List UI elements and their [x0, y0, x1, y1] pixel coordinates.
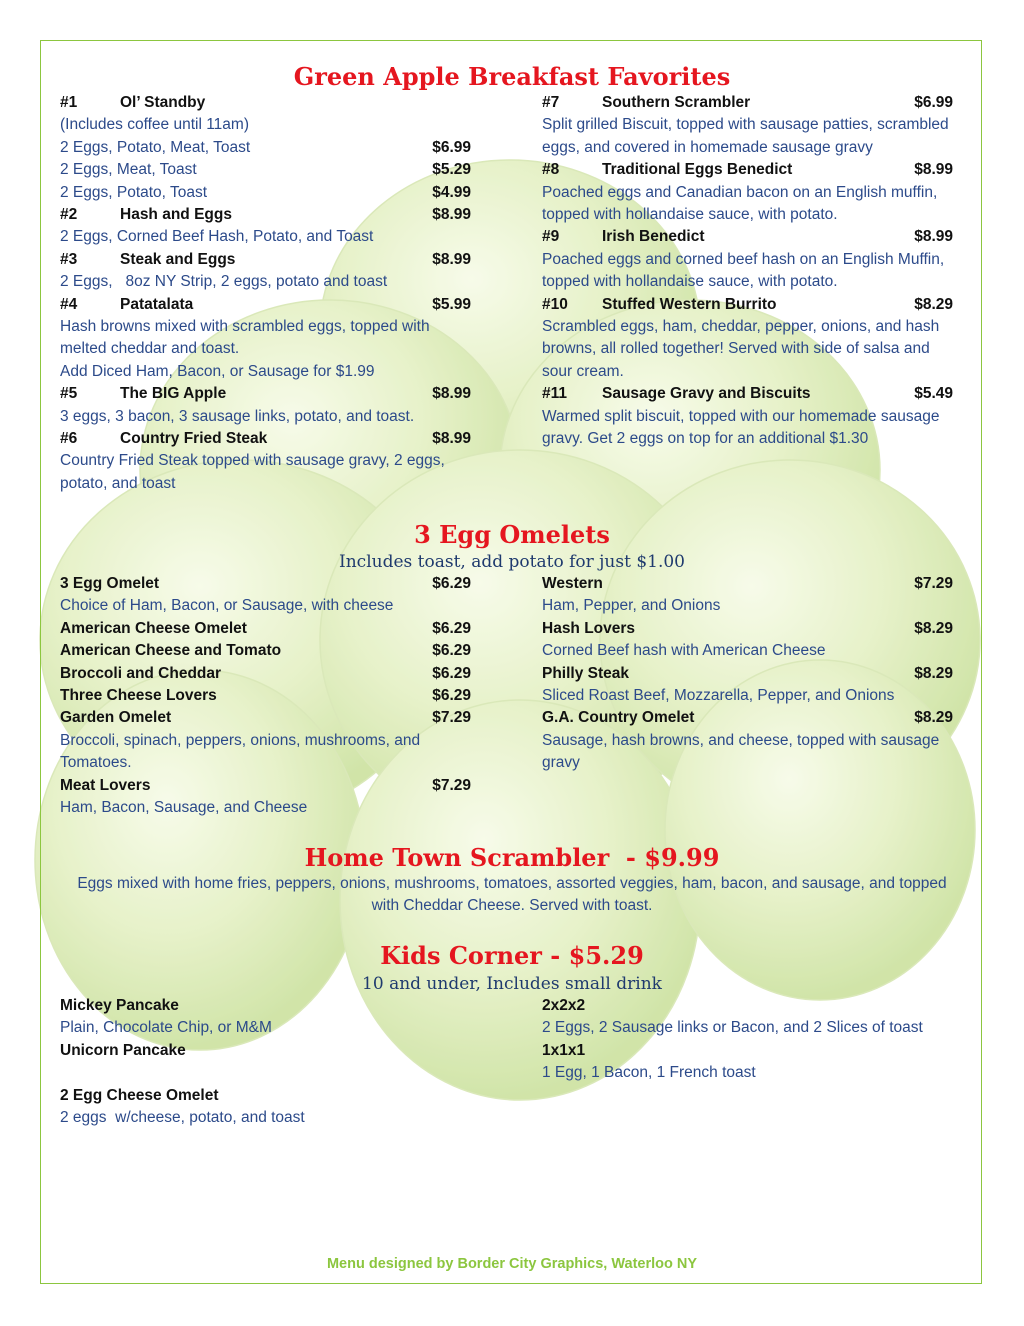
item-name: 3 Egg Omelet: [60, 575, 160, 592]
menu-item-header: [60, 1040, 475, 1062]
item-name: Meat Lovers: [60, 776, 151, 794]
item-description: Corned Beef hash with American Cheese: [542, 642, 826, 660]
item-note: (Includes coffee until 11am): [60, 116, 249, 134]
item-name: Sausage Gravy and Biscuits: [602, 385, 811, 403]
favorites-left-column: [60, 92, 475, 495]
menu-item-header: [60, 1085, 475, 1107]
item-description: Split grilled Biscuit, topped with sausage patties, scrambled eggs, and covered in homemade sausage gravy: [542, 116, 949, 156]
item-description: Poached eggs and Canadian bacon on an English muffin, topped with hollandaise sauce, with potato.: [542, 183, 938, 223]
menu-item-header: [60, 573, 475, 595]
menu-item-header: [542, 383, 962, 405]
item-number: #7: [542, 94, 560, 111]
item-description: Hash browns mixed with scrambled eggs, topped with melted cheddar and toast.: [60, 318, 430, 358]
item-name: Mickey Pancake: [60, 997, 179, 1014]
item-name: Irish Benedict: [602, 228, 705, 246]
scrambler-description: Eggs mixed with home fries, peppers, onions, mushrooms, tomatoes, assorted veggies, ham, bacon, and sausage, and topped with Cheddar Cheese. Served with toast.: [77, 875, 947, 915]
favorites-title: Green Apple Breakfast Favorites: [293, 62, 731, 91]
menu-item-header: [60, 294, 475, 316]
item-description: 2 Eggs, 8oz NY Strip, 2 eggs, potato and toast: [60, 273, 388, 291]
kids-title: Kids Corner - $5.29: [380, 941, 644, 970]
item-name: American Cheese and Tomato: [60, 642, 282, 660]
menu-item-header: [542, 159, 962, 181]
item-name: Western: [542, 575, 603, 592]
menu-item-header: [542, 1040, 962, 1062]
option-price: $5.29: [432, 161, 471, 179]
item-name: Hash Lovers: [542, 619, 636, 637]
item-description: Scrambled eggs, ham, cheddar, pepper, onions, and hash browns, all rolled together! Served with side of salsa and sour cream.: [542, 318, 940, 380]
item-price: $6.29: [432, 642, 471, 660]
item-description: Ham, Pepper, and Onions: [542, 597, 721, 615]
item-name: The BIG Apple: [120, 385, 227, 403]
item-name: Southern Scrambler: [602, 94, 751, 111]
item-price: $8.99: [914, 228, 953, 246]
scrambler-title: [0, 843, 1024, 873]
item-description: Plain, Chocolate Chip, or M&M: [60, 1019, 272, 1037]
menu-item-header: [60, 204, 475, 226]
item-price: $8.29: [914, 619, 953, 637]
item-description: Country Fried Steak topped with sausage gravy, 2 eggs, potato, and toast: [60, 452, 445, 492]
item-price: $8.99: [432, 430, 471, 448]
item-description: Poached eggs and corned beef hash on an English Muffin, topped with hollandaise sauce, with potato.: [542, 250, 945, 291]
option-text: 2 Eggs, Potato, Toast: [60, 183, 208, 201]
item-description: Warmed split biscuit, topped with our homemade sausage gravy. Get 2 eggs on top for an additional $1.30: [542, 407, 940, 448]
menu-item-header: [60, 995, 475, 1017]
item-name: American Cheese Omelet: [60, 619, 247, 637]
item-price: $8.99: [432, 385, 471, 403]
item-name: 1x1x1: [542, 1041, 586, 1059]
option-price: $4.99: [432, 183, 471, 201]
item-description: Ham, Bacon, Sausage, and Cheese: [60, 798, 308, 816]
item-price: $5.49: [914, 385, 953, 403]
item-name: 2 Egg Cheese Omelet: [60, 1086, 219, 1104]
option-price: $6.99: [432, 138, 471, 156]
menu-item-header: [542, 663, 962, 685]
item-price: $6.29: [432, 686, 471, 704]
item-price: $6.29: [432, 664, 471, 682]
item-price: $5.99: [432, 295, 471, 313]
item-description: Sausage, hash browns, and cheese, topped with sausage gravy: [542, 731, 940, 772]
menu-item-header: [60, 707, 475, 729]
omelets-left-column: [60, 573, 475, 819]
option-text: 2 Eggs, Meat, Toast: [60, 161, 197, 179]
item-description: 2 Eggs, 2 Sausage links or Bacon, and 2 Slices of toast: [542, 1019, 923, 1037]
item-description: Broccoli, spinach, peppers, onions, mushrooms, and Tomatoes.: [60, 731, 421, 772]
item-name: Three Cheese Lovers: [60, 686, 217, 704]
item-price: $8.29: [914, 295, 953, 313]
item-price: $7.29: [914, 575, 953, 592]
menu-item-header: [60, 775, 475, 797]
item-price: $8.99: [432, 250, 471, 268]
omelets-right-column: [542, 573, 962, 775]
menu-item-header: [60, 618, 475, 640]
menu-item-header: [542, 618, 962, 640]
kids-left-column: [60, 995, 475, 1129]
item-option: [60, 159, 475, 181]
item-name: Hash and Eggs: [120, 206, 232, 224]
item-description: 1 Egg, 1 Bacon, 1 French toast: [542, 1064, 756, 1082]
item-name: Stuffed Western Burrito: [602, 295, 777, 313]
item-name: Broccoli and Cheddar: [60, 664, 222, 682]
item-option: [60, 137, 475, 159]
item-description: 2 Eggs, Corned Beef Hash, Potato, and Toast: [60, 228, 374, 246]
item-price: $6.29: [432, 619, 471, 637]
menu-item-header: [542, 226, 962, 248]
item-price: $6.99: [914, 94, 953, 111]
menu-item-header: [60, 685, 475, 707]
item-number: #2: [60, 206, 78, 224]
item-name: Ol’ Standby: [120, 94, 206, 111]
item-extra: Add Diced Ham, Bacon, or Sausage for $1.99: [60, 362, 375, 380]
kids-subtitle: 10 and under, Includes small drink: [362, 974, 662, 994]
item-price: $8.29: [914, 664, 953, 682]
menu-item-header: [542, 573, 962, 595]
item-price: $8.99: [432, 206, 471, 224]
item-price: $6.29: [432, 575, 471, 592]
item-name: 2x2x2: [542, 997, 586, 1014]
item-name: Steak and Eggs: [120, 250, 236, 268]
menu-item-header: [60, 428, 475, 450]
omelets-title: 3 Egg Omelets: [414, 520, 610, 549]
item-number: #11: [542, 385, 568, 403]
item-number: #10: [542, 295, 568, 313]
item-name: Patatalata: [120, 295, 194, 313]
menu-item-header: [60, 383, 475, 405]
item-name: Country Fried Steak: [120, 430, 268, 448]
menu-item-header: [60, 640, 475, 662]
item-number: #6: [60, 430, 78, 448]
footer-credit: Menu designed by Border City Graphics, Waterloo NY: [326, 1256, 698, 1272]
item-number: #8: [542, 161, 560, 179]
menu-item-header: [542, 294, 962, 316]
item-number: #3: [60, 250, 78, 268]
item-number: #9: [542, 228, 560, 246]
favorites-right-column: [542, 92, 962, 450]
item-number: #5: [60, 385, 78, 403]
item-price: $7.29: [432, 709, 471, 727]
item-price: $8.29: [914, 709, 953, 727]
item-description: Choice of Ham, Bacon, or Sausage, with cheese: [60, 597, 394, 615]
menu-item-header: [60, 249, 475, 271]
item-description: 2 eggs w/cheese, potato, and toast: [60, 1108, 305, 1126]
item-description: 3 eggs, 3 bacon, 3 sausage links, potato, and toast.: [60, 407, 415, 425]
item-price: $8.99: [914, 161, 953, 179]
omelets-subtitle: Includes toast, add potato for just $1.00: [339, 552, 685, 572]
spacer: [60, 1062, 475, 1084]
item-description: Sliced Roast Beef, Mozzarella, Pepper, and Onions: [542, 686, 895, 704]
item-option: [60, 182, 475, 204]
option-text: 2 Eggs, Potato, Meat, Toast: [60, 138, 251, 156]
menu-item-header: [60, 663, 475, 685]
item-number: #4: [60, 295, 78, 313]
menu-item-header: [60, 92, 475, 114]
item-name: Philly Steak: [542, 664, 630, 682]
item-price: $7.29: [432, 776, 471, 794]
item-number: #1: [60, 94, 78, 111]
kids-right-column: [542, 995, 962, 1085]
item-name: Unicorn Pancake: [60, 1041, 186, 1059]
menu-item-header: [542, 995, 962, 1017]
menu-item-header: [542, 92, 962, 114]
menu-item-header: [542, 707, 962, 729]
scrambler-title-text: Home Town Scrambler - $9.99: [304, 843, 720, 872]
item-name: Garden Omelet: [60, 709, 172, 727]
item-name: Traditional Eggs Benedict: [602, 161, 793, 179]
item-name: G.A. Country Omelet: [542, 709, 695, 727]
